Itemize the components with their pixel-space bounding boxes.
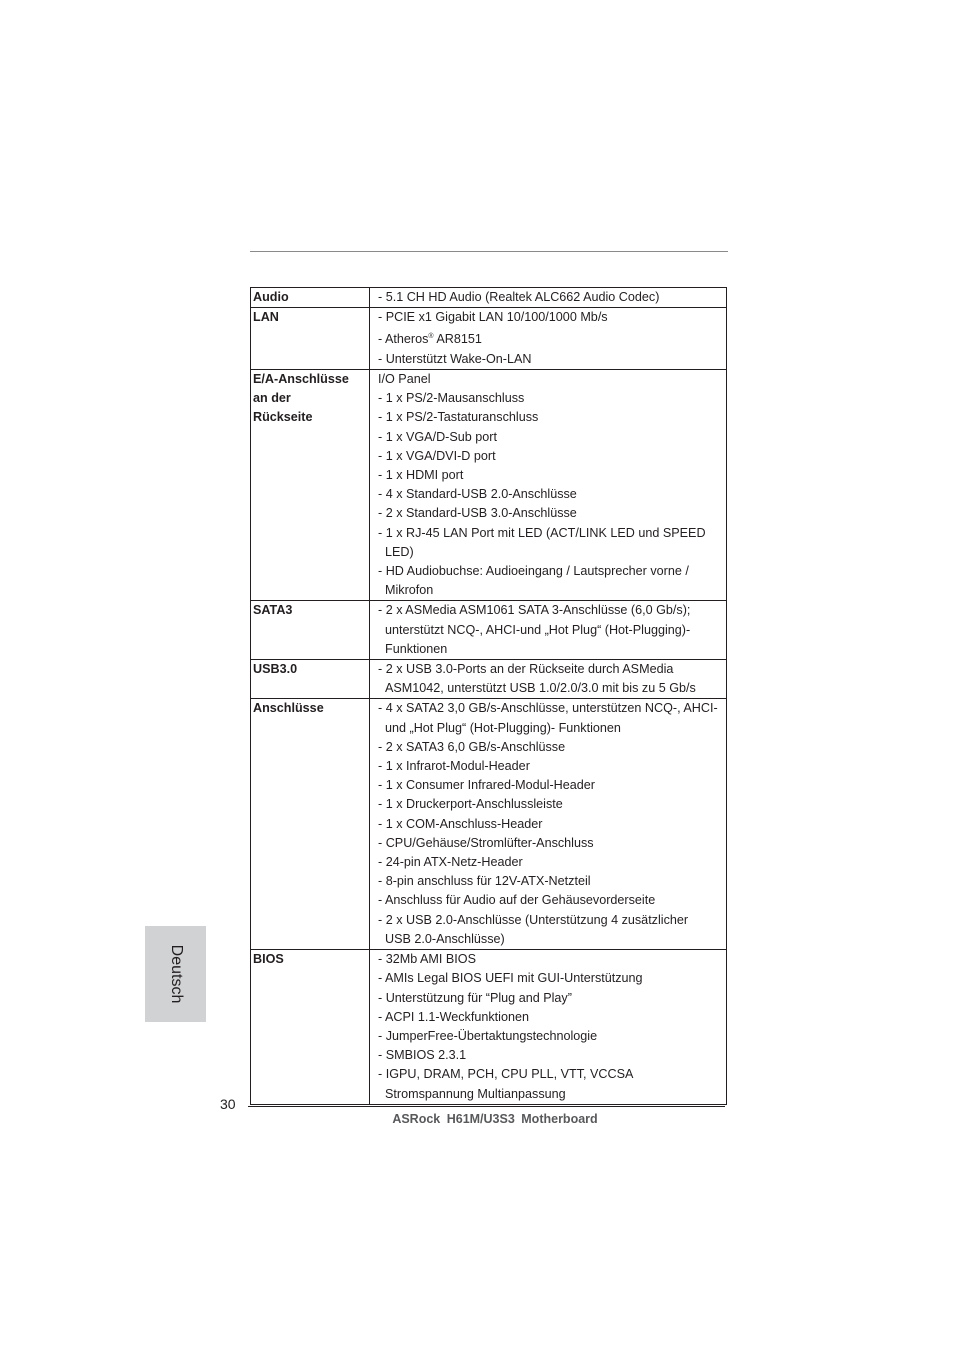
page-number: 30	[220, 1096, 236, 1112]
spec-label-line: Rückseite	[253, 410, 313, 425]
spec-value-line: USB 2.0-Anschlüsse)	[385, 931, 505, 946]
spec-label-line: E/A-Anschlüsse	[253, 372, 349, 386]
spec-value-text: - Atheros	[378, 332, 429, 347]
registered-mark: ®	[428, 333, 434, 341]
spec-value-line: Stromspannung Multianpassung	[385, 1086, 566, 1101]
spec-value-line: - 1 x HDMI port	[378, 468, 464, 483]
spec-value-line: - Unterstützt Wake-On-LAN	[378, 351, 532, 366]
spec-value	[370, 699, 727, 950]
spec-label	[251, 288, 370, 308]
spec-row	[251, 660, 727, 699]
spec-value-line: - 4 x Standard-USB 2.0-Anschlüsse	[378, 487, 577, 502]
spec-label	[251, 308, 370, 370]
spec-value-line: - 1 x VGA/D-Sub port	[378, 429, 497, 444]
spec-value-line: - Anschluss für Audio auf der Gehäusevorderseite	[378, 893, 656, 908]
spec-value-line: - IGPU, DRAM, PCH, CPU PLL, VTT, VCCSA	[378, 1067, 634, 1082]
spec-value-line: - 5.1 CH HD Audio (Realtek ALC662 Audio Codec)	[378, 290, 660, 304]
spec-label	[251, 699, 370, 950]
spec-label-line: SATA3	[253, 603, 293, 618]
spec-value-line: - HD Audiobuchse: Audioeingang / Lautsprecher vorne /	[378, 564, 689, 579]
spec-value-line: und „Hot Plug“ (Hot-Plugging)- Funktionen	[385, 720, 621, 735]
spec-value-line: - 1 x Consumer Infrared-Modul-Header	[378, 778, 595, 793]
spec-row	[251, 308, 727, 370]
spec-label-line: LAN	[253, 310, 279, 325]
spec-value-line: - JumperFree-Übertaktungstechnologie	[378, 1028, 598, 1043]
spec-value-line: - 1 x PS/2-Tastaturanschluss	[378, 410, 539, 425]
spec-value	[370, 288, 727, 308]
spec-value-line: - 24-pin ATX-Netz-Header	[378, 855, 523, 870]
spec-value-line: - 2 x SATA3 6,0 GB/s-Anschlüsse	[378, 739, 566, 754]
spec-row	[251, 288, 727, 308]
spec-table-body	[251, 288, 727, 1105]
spec-value-line: - 1 x PS/2-Mausanschluss	[378, 391, 525, 406]
top-rule	[250, 251, 728, 252]
spec-value-line: unterstützt NCQ-, AHCI-und „Hot Plug“ (Hot-Plugging)-	[385, 622, 691, 637]
spec-value-text: AR8151	[433, 332, 482, 347]
spec-value-line: - 1 x RJ-45 LAN Port mit LED (ACT/LINK LED und SPEED	[378, 525, 706, 540]
spec-value-line: - 4 x SATA2 3,0 GB/s-Anschlüsse, unterstützen NCQ-, AHCI-	[378, 701, 718, 716]
spec-value-line: LED)	[385, 544, 414, 559]
spec-row	[251, 601, 727, 660]
spec-value	[370, 601, 727, 660]
spec-value-line: - 2 x USB 2.0-Anschlüsse (Unterstützung 4 zusätzlicher	[378, 912, 689, 927]
spec-label-line: an der	[253, 391, 291, 406]
spec-value-line: - AMIs Legal BIOS UEFI mit GUI-Unterstützung	[378, 971, 643, 986]
spec-row	[251, 950, 727, 1105]
spec-label-line: USB3.0	[253, 662, 298, 677]
spec-value	[370, 950, 727, 1105]
spec-value-line: Mikrofon	[385, 583, 434, 598]
spec-value-line: - CPU/Gehäuse/Stromlüfter-Anschluss	[378, 835, 594, 850]
spec-label	[251, 601, 370, 660]
spec-value	[370, 308, 727, 370]
spec-value-line: - 2 x ASMedia ASM1061 SATA 3-Anschlüsse (6,0 Gb/s);	[378, 603, 691, 618]
footer-product-name: ASRock H61M/U3S3 Motherboard	[392, 1112, 598, 1126]
spec-table	[250, 287, 727, 1105]
spec-value	[370, 370, 727, 601]
spec-label-line: BIOS	[253, 952, 284, 967]
spec-value-line: - ACPI 1.1-Weckfunktionen	[378, 1009, 529, 1024]
spec-value-line: - 2 x USB 3.0-Ports an der Rückseite durch ASMedia	[378, 662, 674, 677]
spec-value-line	[378, 327, 724, 349]
spec-value-line: - 1 x COM-Anschluss-Header	[378, 816, 543, 831]
spec-value-line: - PCIE x1 Gigabit LAN 10/100/1000 Mb/s	[378, 310, 608, 325]
spec-value-line: - 1 x VGA/DVI-D port	[378, 448, 496, 463]
spec-label	[251, 370, 370, 601]
spec-value-line: I/O Panel	[378, 372, 431, 386]
spec-value-line: - SMBIOS 2.3.1	[378, 1048, 467, 1063]
spec-value-line: - Unterstützung für “Plug and Play”	[378, 990, 572, 1005]
spec-value-line: - 8-pin anschluss für 12V-ATX-Netzteil	[378, 874, 591, 889]
spec-label	[251, 660, 370, 699]
spec-value-line: ASM1042, unterstützt USB 1.0/2.0/3.0 mit bis zu 5 Gb/s	[385, 681, 696, 696]
bottom-rule	[248, 1106, 725, 1107]
spec-value-line: - 1 x Infrarot-Modul-Header	[378, 759, 530, 774]
language-side-tab	[145, 926, 206, 1022]
spec-row	[251, 699, 727, 950]
language-tab-label: Deutsch	[167, 944, 185, 1004]
spec-value-line: - 2 x Standard-USB 3.0-Anschlüsse	[378, 506, 577, 521]
spec-value-line: - 32Mb AMI BIOS	[378, 952, 476, 967]
spec-value-line: - 1 x Druckerport-Anschlussleiste	[378, 797, 563, 812]
spec-row	[251, 370, 727, 601]
spec-label-line: Anschlüsse	[253, 701, 324, 716]
spec-value-line: Funktionen	[385, 641, 448, 656]
spec-value	[370, 660, 727, 699]
spec-label	[251, 950, 370, 1105]
spec-label-line: Audio	[253, 290, 289, 304]
